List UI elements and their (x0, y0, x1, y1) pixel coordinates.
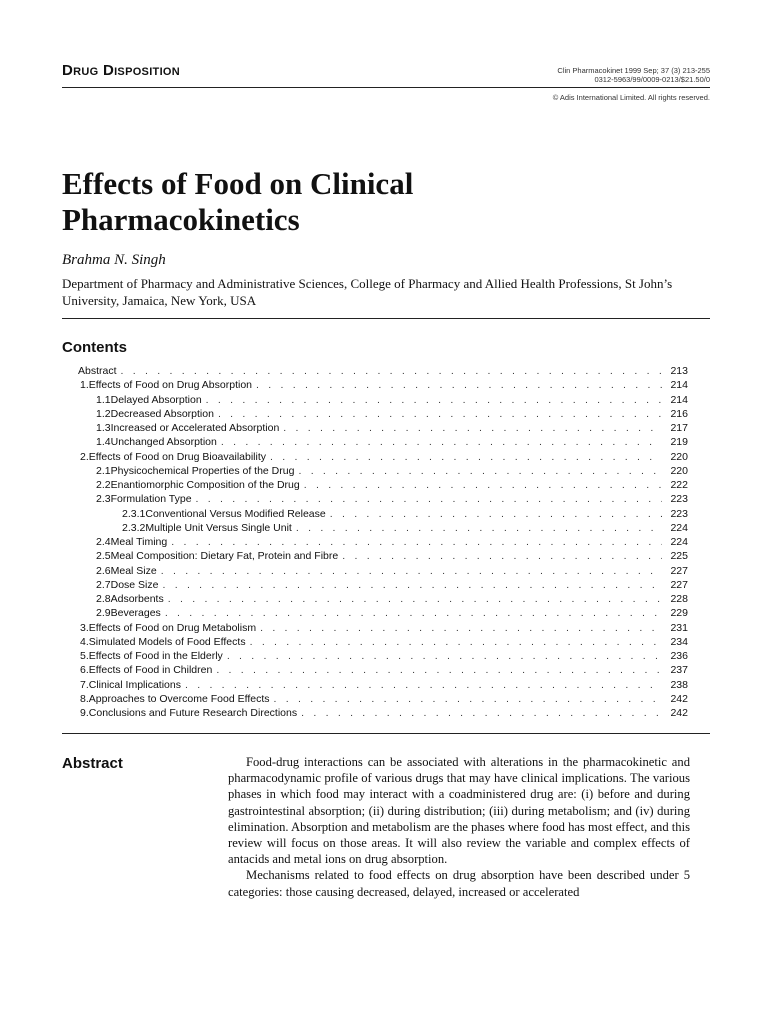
toc-page-number: 224 (670, 521, 688, 534)
toc-page-number: 219 (670, 436, 688, 449)
toc-entry (62, 663, 688, 677)
toc-entry (62, 507, 688, 521)
toc-entry (62, 606, 688, 620)
toc-entry-number: 1.4 (96, 436, 111, 449)
toc-entry-title: Meal Timing (110, 536, 168, 548)
toc-entry (62, 421, 688, 435)
toc-entry-title: Conventional Versus Modified Release (145, 507, 326, 520)
toc-page-number: 229 (670, 607, 688, 620)
toc-leader-dots (196, 492, 662, 506)
toc-entry-number: 1.2 (96, 407, 111, 420)
toc-leader-dots (330, 507, 662, 521)
article-author: Brahma N. Singh (62, 252, 166, 268)
toc-entry (62, 678, 688, 692)
toc-page-number: 220 (670, 450, 688, 463)
toc-leader-dots (168, 592, 662, 606)
toc-entry-number: 5. (80, 650, 89, 662)
toc-entry (62, 549, 688, 563)
copyright-notice: © Adis International Limited. All rights reserved. (552, 93, 710, 102)
toc-entry-title: Effects of Food on Drug Metabolism (88, 621, 257, 634)
toc-page-number: 214 (670, 379, 688, 392)
toc-page-number: 214 (670, 393, 688, 406)
toc-page-number: 222 (670, 479, 688, 491)
toc-entry-number: 2.3 (96, 493, 111, 506)
toc-leader-dots (260, 621, 662, 635)
toc-page-number: 228 (670, 593, 688, 605)
toc-page-number: 225 (670, 550, 688, 563)
toc-entry-title: Clinical Implications (88, 678, 181, 691)
toc-page-number: 223 (670, 507, 688, 520)
toc-entry (62, 435, 688, 449)
toc-leader-dots (221, 435, 662, 449)
abstract-paragraph: Mechanisms related to food effects on drug absorption have been described under 5 categories: those causing decreased, delayed, increased or accelerated (228, 868, 690, 899)
header-rule (62, 87, 710, 88)
toc-entry-number: 2. (80, 450, 89, 463)
toc-entry-number: 8. (80, 692, 89, 705)
toc-page-number: 242 (670, 707, 688, 719)
journal-issn: 0312-5963/99/0009-0213/$21.50/0 (594, 75, 710, 84)
toc-leader-dots (206, 393, 662, 407)
toc-entry-number: 9. (80, 707, 89, 719)
toc-entry-title: Multiple Unit Versus Single Unit (145, 521, 292, 534)
toc-entry-title: Increased or Accelerated Absorption (110, 422, 280, 434)
toc-entry (62, 478, 688, 492)
toc-entry (62, 592, 688, 606)
journal-citation: Clin Pharmacokinet 1999 Sep; 37 (3) 213-255 (557, 66, 710, 75)
toc-entry-number: 2.2 (96, 479, 111, 491)
toc-entry-number: 4. (80, 635, 89, 648)
toc-leader-dots (304, 478, 662, 492)
toc-leader-dots (162, 578, 662, 592)
toc-leader-dots (121, 364, 662, 378)
toc-entry-number: 7. (80, 678, 89, 691)
toc-entry-title: Effects of Food on Drug Bioavailability (88, 450, 266, 463)
toc-entry-number: 1.3 (96, 422, 111, 434)
toc-entry (62, 378, 688, 392)
toc-entry-title: Enantiomorphic Composition of the Drug (110, 479, 300, 491)
toc-page-number: 234 (670, 635, 688, 648)
toc-page-number: 217 (670, 422, 688, 434)
toc-entry-number: 2.5 (96, 550, 111, 563)
toc-entry-number: 2.1 (96, 464, 111, 477)
toc-page-number: 220 (670, 464, 688, 477)
toc-entry (62, 364, 688, 378)
toc-entry (62, 564, 688, 578)
toc-entry-number: 3. (80, 621, 89, 634)
toc-entry-title: Dose Size (110, 578, 159, 591)
toc-entry-number: 2.8 (96, 593, 111, 605)
table-of-contents (62, 364, 688, 720)
contents-heading: Contents (62, 339, 127, 356)
toc-entry-number: 2.9 (96, 607, 111, 620)
toc-entry (62, 635, 688, 649)
toc-entry-number: 1.1 (96, 393, 111, 406)
abstract-body (228, 754, 690, 900)
toc-entry (62, 578, 688, 592)
toc-leader-dots (342, 549, 662, 563)
toc-leader-dots (161, 564, 662, 578)
toc-entry-title: Unchanged Absorption (110, 436, 217, 449)
title-rule (62, 318, 710, 319)
toc-leader-dots (274, 692, 663, 706)
toc-leader-dots (185, 678, 662, 692)
toc-leader-dots (165, 606, 662, 620)
toc-entry-title: Physicochemical Properties of the Drug (110, 464, 295, 477)
toc-entry (62, 692, 688, 706)
section-label: Drug Disposition (62, 62, 181, 79)
toc-entry-title: Beverages (110, 607, 161, 620)
toc-page-number: 216 (670, 407, 688, 420)
abstract-heading: Abstract (62, 755, 123, 772)
toc-entry-number: 2.3.1 (122, 507, 146, 520)
toc-leader-dots (301, 706, 662, 720)
toc-entry-title: Delayed Absorption (110, 393, 202, 406)
toc-entry-title: Simulated Models of Food Effects (88, 635, 246, 648)
toc-page-number: 213 (670, 365, 688, 377)
toc-entry-title: Effects of Food on Drug Absorption (88, 379, 253, 392)
toc-leader-dots (256, 378, 662, 392)
toc-page-number: 236 (670, 650, 688, 662)
toc-leader-dots (171, 535, 662, 549)
toc-page-number: 242 (670, 692, 688, 705)
toc-leader-dots (270, 450, 662, 464)
toc-entry (62, 621, 688, 635)
author-affiliation: Department of Pharmacy and Administrative Sciences, College of Pharmacy and Allied Health Professions, St John’s University, Jamaica, New York, USA (62, 276, 673, 308)
toc-entry-title: Approaches to Overcome Food Effects (88, 692, 270, 705)
toc-leader-dots (283, 421, 662, 435)
toc-entry (62, 450, 688, 464)
toc-entry (62, 706, 688, 720)
toc-entry-title: Effects of Food in the Elderly (88, 650, 223, 662)
toc-entry (62, 649, 688, 663)
toc-page-number: 237 (670, 664, 688, 677)
toc-leader-dots (216, 663, 662, 677)
toc-entry-number: 1. (80, 379, 89, 392)
toc-leader-dots (250, 635, 662, 649)
toc-entry (62, 492, 688, 506)
toc-page-number: 227 (670, 564, 688, 577)
article-title: Effects of Food on Clinical Pharmacokinetics (62, 166, 414, 237)
toc-entry-title: Decreased Absorption (110, 407, 214, 420)
toc-leader-dots (218, 407, 662, 421)
toc-entry (62, 407, 688, 421)
contents-rule (62, 733, 710, 734)
toc-leader-dots (227, 649, 662, 663)
journal-reference (470, 66, 710, 84)
toc-entry (62, 535, 688, 549)
toc-page-number: 238 (670, 678, 688, 691)
toc-leader-dots (298, 464, 662, 478)
toc-entry-title: Adsorbents (110, 593, 164, 605)
toc-page-number: 223 (670, 493, 688, 506)
toc-entry-title: Abstract (78, 365, 117, 377)
toc-entry-number: 2.6 (96, 564, 111, 577)
toc-entry-title: Formulation Type (110, 493, 192, 506)
toc-page-number: 224 (670, 536, 688, 548)
toc-page-number: 227 (670, 578, 688, 591)
toc-leader-dots (296, 521, 662, 535)
toc-entry-title: Effects of Food in Children (88, 664, 213, 677)
toc-entry-title: Meal Composition: Dietary Fat, Protein and Fibre (110, 550, 339, 563)
toc-entry-number: 2.7 (96, 578, 111, 591)
toc-entry-title: Conclusions and Future Research Directions (88, 707, 298, 719)
abstract-paragraph: Food-drug interactions can be associated with alterations in the pharmacokinetic and pharmacodynamic profile of various drugs that may have clinical implications. The various phases in which food may interact with a coadministered drug are: (i) before and during gastrointestinal absorption; (ii) during distribution; (iii) during metabolism; and (iv) during elimination. Absorption and metabolism are the phases where food has most effect, and this review will focus on those areas. It will also review the variable and complex effects of antacids and metal ions on drug absorption. (228, 755, 690, 867)
toc-entry (62, 521, 688, 535)
toc-entry-title: Meal Size (110, 564, 157, 577)
toc-entry (62, 464, 688, 478)
toc-entry (62, 393, 688, 407)
toc-entry-number: 2.4 (96, 536, 111, 548)
toc-entry-number: 2.3.2 (122, 521, 146, 534)
toc-entry-number: 6. (80, 664, 89, 677)
toc-page-number: 231 (670, 621, 688, 634)
